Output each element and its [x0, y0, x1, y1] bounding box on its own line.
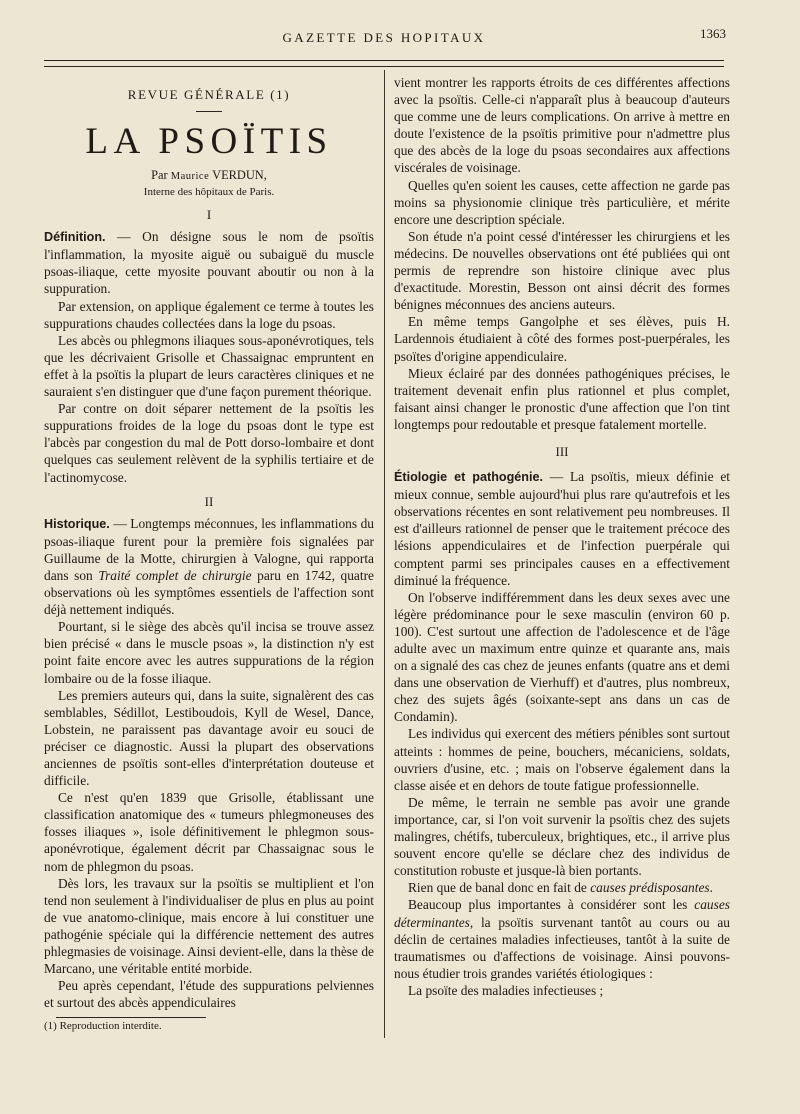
paragraph: Son étude n'a point cessé d'intéresser les chirurgiens et les médecins. De nouvelles observations ont été publiées qui ont permis de reprendre son histoire clinique avec plus d'exactitude. Morestin, Besson ont ainsi décrit des formes bénignes méconnues des anciens auteurs. — [394, 228, 730, 313]
paragraph-historique — [44, 515, 374, 619]
paragraph: Par contre on doit séparer nettement de la psoïtis les suppurations froides de la loge du psoas dont le type est l'abcès par congestion du mal de Pott dorso-lombaire et dont quelques cas seulement relèvent de la syphilis tertiaire et de l'actinomycose. — [44, 401, 374, 485]
paragraph-causes-determinantes — [394, 896, 730, 981]
paragraph: Dès lors, les travaux sur la psoïtis se multiplient et l'on tend non seulement à l'individualiser de plus en plus au point de vue anatomo-clinique, mais encore à lui constituer une pathogénie spéciale qui la différencie nettement des autres phlegmasies de voisinage. Ainsi devient-elle, dans la thèse de Marcano, une véritable entité morbide. — [44, 875, 374, 977]
italic-term: causes déterminantes — [394, 897, 730, 930]
page-number: 1363 — [700, 26, 726, 41]
lead-historique: Historique. — [44, 516, 110, 531]
page-header — [44, 26, 726, 54]
historique-text-a: — Longtemps méconnues, les inflammations du psoas-iliaque furent pour la première fois signalées par Guillaume de la Motte, chirurgien à Valogne, qui rapporta dans son — [44, 515, 374, 583]
paragraph: Les premiers auteurs qui, dans la suite, signalèrent des cas semblables, Sédillot, Lestiboudois, Kyll de Wesel, Dance, Lobstein, ne paraissent pas davantage avoir eu souci de préciser ce diagnostic. Aussi la plupart des observations anciennes de psoïtis sont-elles d'interprétation douteuse et difficile. — [44, 687, 374, 789]
paragraph: Quelles qu'en soient les causes, cette affection ne garde pas moins sa physionomie clinique très particulière, et mérite encore une description spéciale. — [394, 177, 730, 227]
header-rule-bottom — [44, 66, 724, 67]
journal-title: GAZETTE DES HOPITAUX — [282, 30, 486, 45]
right-column — [394, 74, 730, 999]
italic-term: causes prédisposantes — [590, 880, 710, 896]
column-separator — [384, 70, 385, 1038]
paragraph: La psoïte des maladies infectieuses ; — [408, 982, 604, 998]
etiologie-text: — La psoïtis, mieux définie et mieux connue, semble aujourd'hui plus rare qu'autrefois et les observations récentes en sont relativement peu nombreuses. Il est d'ailleurs rationnel de penser que le traitement précoce des lésions appendiculaires et de l'infection puerpérale qui comptent parmi ses principales causes en a effectivement diminué la fréquence. — [394, 469, 730, 588]
header-rule-top — [44, 60, 724, 61]
paragraph: vient montrer les rapports étroits de ces différentes affections avec la psoïtis. Celle-ci n'apparaît plus à beaucoup d'auteurs que comme une de leurs complications. On arrive à mettre en doute l'existence de la psoïtis primitive pour n'admettre plus que des abcès de la loge du psoas secondaires aux affections viscérales de voisinage. — [394, 75, 730, 176]
author-prefix: Par — [151, 168, 168, 183]
text: . — [709, 880, 713, 896]
paragraph: On l'observe indifféremment dans les deux sexes avec une légère prédominance pour le sexe masculin (environ 60 p. 100). C'est surtout une affection de l'adolescence et de l'âge adulte avec un maximum entre quinze et quarante ans, mais on a signalé des cas chez de jeunes enfants (quatre ans et demi dans une observation de Vierhuff) et d'autres, plus nombreux, chez des sujets âgés (soixante-sept ans dans un cas de Condamin). — [394, 589, 730, 725]
paragraph: En même temps Gangolphe et ses élèves, puis H. Lardennois étudiaient à côté des formes post-puerpérales, les psoïtes d'origine appendiculaire. — [394, 314, 730, 364]
author-line — [44, 168, 374, 184]
lead-definition: Définition. — [44, 230, 106, 245]
lead-etiologie: Étiologie et pathogénie. — [394, 470, 543, 485]
paragraph-causes-predisposantes — [394, 879, 730, 896]
paragraph: Par extension, on applique également ce terme à toutes les suppurations chaudes collectées dans la loge du psoas. — [44, 298, 374, 331]
text: , la psoïtis survenant tantôt au cours ou au déclin de certaines maladies infectieuses, tantôt à la suite de traumatismes ou d'affections de voisinage. Ainsi pouvons-nous étudier trois grandes variétés étiologiques : — [394, 914, 730, 981]
footnote: (1) Reproduction interdite. — [44, 1020, 162, 1033]
paragraph: De même, le terrain ne semble pas avoir une grande importance, car, si l'on voit survenir la psoïtis chez des sujets malingres, chétifs, tuberculeux, brightiques, etc., il arrive plus souvent encore qu'elle se déclare chez des individus de constitution robuste et jusque-là bien portants. — [394, 794, 730, 879]
text: Beaucoup plus importantes à considérer sont les — [408, 897, 695, 913]
book-title: Traité complet de chirurgie — [98, 567, 252, 583]
definition-text: — On désigne sous le nom de psoïtis l'inflammation, la myosite aiguë ou subaiguë du muscle psoas-iliaque, cette myosite pouvant aboutir ou non à la suppuration. — [44, 229, 374, 297]
paragraph: Les individus qui exercent des métiers pénibles sont surtout atteints : hommes de peine, bouchers, mécaniciens, soldats, ouvriers d'usine, etc. ; mais on l'observe également dans la classe aisée et en dehors de toute fatigue professionnelle. — [394, 726, 730, 793]
author-affiliation: Interne des hôpitaux de Paris. — [143, 186, 275, 199]
paragraph: Ce n'est qu'en 1839 que Grisolle, établissant une classification anatomique des « tumeurs phlegmoneuses des fosses iliaques », isole définitivement le phlegmon sous-aponévrotique, également décrit par Chassaignac sous le nom de phlegmon du psoas. — [44, 790, 374, 874]
paragraph-etiologie — [394, 468, 730, 589]
left-column — [44, 74, 374, 1036]
text: Rien que de banal donc en fait de — [408, 880, 591, 896]
section-number-2: II — [204, 493, 214, 509]
author-last-name: VERDUN, — [212, 168, 267, 183]
historique-text-b: paru en 1742, quatre observations où les symptômes essentiels de l'affection sont déjà nettement indiqués. — [44, 567, 374, 618]
section-heading: REVUE GÉNÉRALE (1) — [127, 87, 291, 102]
paragraph-definition — [44, 228, 374, 297]
paragraph: Peu après cependant, l'étude des suppurations pelviennes et surtout des abcès appendiculaires — [44, 978, 374, 1011]
paragraph: Pourtant, si le siège des abcès qu'il incisa se trouve assez bien précisé « dans le muscle psoas », la distinction n'y est point faite encore avec les autres suppurations de la région lombaire ou de la fosse iliaque. — [44, 619, 374, 686]
heading-dash — [196, 111, 222, 112]
section-number-3: III — [555, 443, 569, 459]
section-number-1: I — [206, 207, 212, 223]
article-title: LA PSOÏTIS — [85, 121, 333, 163]
paragraph: Mieux éclairé par des données pathogéniques précises, le traitement devenait enfin plus rationnel et plus complet, faisant ainsi changer le pronostic d'une affection que l'on tint longtemps pour redoutable et presque fatalement mortelle. — [394, 365, 730, 432]
author-first-name: Maurice — [170, 171, 210, 183]
paragraph: Les abcès ou phlegmons iliaques sous-aponévrotiques, tels que les décrivaient Grisolle et Chassaignac empruntent en effet à la psoïtis la plupart de leurs caractères cliniques et ne sauraient s'en distinguer que d'une façon purement théorique. — [44, 332, 374, 400]
